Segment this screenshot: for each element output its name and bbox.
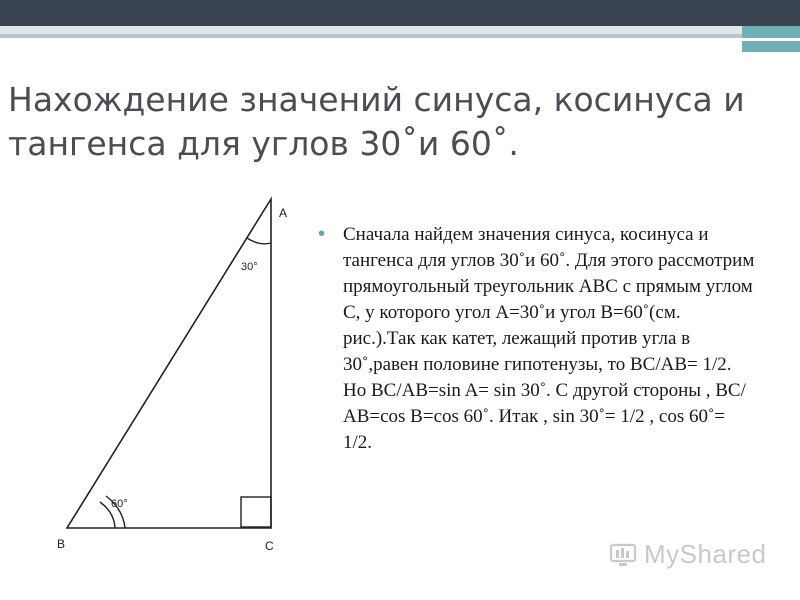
angle-a-label: 30° [241, 261, 258, 273]
header-accent-line [742, 38, 800, 41]
vertex-a-label: A [279, 206, 288, 220]
vertex-b-label: B [57, 537, 66, 551]
bullet-icon: • [318, 223, 326, 245]
slide-title: Нахождение значений синуса, косинуса и тангенса для углов 30˚и 60˚. [8, 80, 745, 163]
watermark-text: MyShared [644, 539, 767, 569]
myshared-logo-icon [608, 539, 640, 571]
body-text: Сначала найдем значения синуса, косинуса и тангенса для углов 30˚и 60˚. Для этого рассмотрим прямоугольный треугольник АВС с прямым углом С, у которого угол А=30˚и угол В=60˚(см. рис.).Так как катет, лежащий против угла в 30˚,равен половине гипотенузы, то ВС/АВ= 1/2. Но ВС/АВ=sin A= sin 30˚. С другой стороны , ВС/АВ=cos B=cos 60˚. Итак , sin 30˚= 1/2 , cos 60˚= 1/2. [343, 224, 755, 453]
triangle-shape [67, 199, 271, 528]
watermark [608, 535, 768, 575]
header-stripe-line [0, 34, 800, 38]
triangle-figure [50, 195, 300, 565]
content-block [318, 222, 758, 456]
angle-a-arc [247, 238, 271, 244]
header-bar [0, 0, 800, 26]
angle-b-label: 60° [111, 498, 128, 510]
right-angle-mark [241, 497, 271, 527]
vertex-c-label: C [265, 539, 274, 553]
